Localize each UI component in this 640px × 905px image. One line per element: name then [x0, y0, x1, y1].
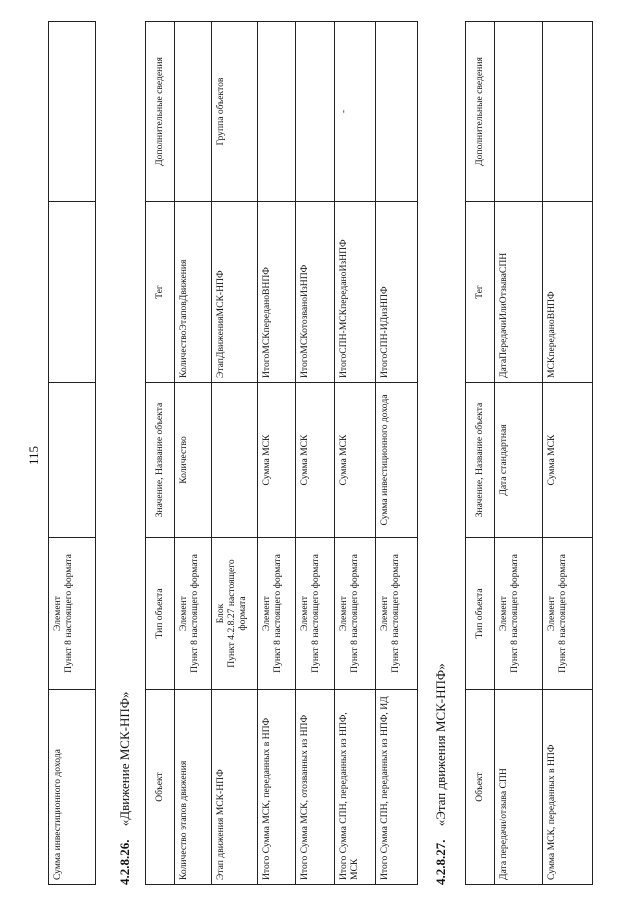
cell-object-name: Количество	[175, 383, 212, 538]
cell-object-name	[212, 383, 258, 538]
cell-object: Дата передачи/отзыва СПН	[495, 690, 543, 885]
cell-tag: КоличествоЭтаповДвижения	[175, 202, 212, 383]
section-heading-27	[433, 663, 449, 885]
cell-object: Этап движения МСК-НПФ	[212, 690, 258, 885]
cell-tag: ИтогоМСКпереданоВНПФ	[258, 202, 296, 383]
cell-object-type: Элемент Пункт 8 настоящего формата	[335, 538, 376, 690]
cell-object-type: Элемент Пункт 8 настоящего формата	[258, 538, 296, 690]
cell-object: Количество этапов движения	[175, 690, 212, 885]
cell-extra-info: Группа объектов	[212, 22, 258, 202]
table-row	[49, 22, 96, 885]
table-row	[335, 22, 376, 885]
cell-object: Итого Сумма СПН, переданных из НПФ, ИД	[376, 690, 418, 885]
cell-tag: МСКпереданоВНПФ	[543, 202, 593, 383]
table-stage	[465, 21, 593, 885]
cell-extra-info	[175, 22, 212, 202]
table-row	[175, 22, 212, 885]
cell-tag: ИтогоСПН-ИДизНПФ	[376, 202, 418, 383]
cell-tag: ЭтапДвиженияМСК-НПФ	[212, 202, 258, 383]
cell-object-type: Элемент Пункт 8 настоящего формата	[175, 538, 212, 690]
top-table	[48, 21, 96, 885]
cell-object-type: Элемент Пункт 8 настоящего формата	[296, 538, 335, 690]
table-row	[258, 22, 296, 885]
column-header: Тип объекта	[146, 538, 175, 690]
cell-extra-info	[543, 22, 593, 202]
table-row	[543, 22, 593, 885]
cell-object: Сумма МСК, переданных в НПФ	[543, 690, 593, 885]
cell-object-name: Сумма МСК	[335, 383, 376, 538]
table-movement	[145, 21, 418, 885]
cell-object: Итого Сумма СПН, переданных из НПФ, МСК	[335, 690, 376, 885]
cell-object: Итого Сумма МСК, переданных в НПФ	[258, 690, 296, 885]
table-row	[296, 22, 335, 885]
table-row	[212, 22, 258, 885]
column-header: Тип объекта	[466, 538, 495, 690]
column-header: Значение, Название объекта	[146, 383, 175, 538]
cell-tag: ИтогоМСКотозваноИзНПФ	[296, 202, 335, 383]
cell-object: Итого Сумма МСК, отозванных из НПФ	[296, 690, 335, 885]
cell-extra-info	[495, 22, 543, 202]
cell-object-name	[49, 383, 96, 538]
section-heading-26	[117, 691, 133, 885]
section-number: 4.2.8.26.	[117, 839, 132, 885]
page-number: 115	[26, 445, 41, 465]
cell-extra-info	[376, 22, 418, 202]
cell-object-type: Блок Пункт 4.2.8.27 настоящего формата	[212, 538, 258, 690]
cell-object-type: Элемент Пункт 8 настоящего формата	[543, 538, 593, 690]
cell-object-name: Сумма МСК	[296, 383, 335, 538]
cell-tag: ДатаПередачиИлиОтзываСПН	[495, 202, 543, 383]
cell-extra-info	[258, 22, 296, 202]
column-header: Объект	[466, 690, 495, 885]
cell-object-type: Элемент Пункт 8 настоящего формата	[49, 538, 96, 690]
cell-object-name: Дата стандартная	[495, 383, 543, 538]
section-number: 4.2.8.27.	[433, 839, 448, 885]
column-header: Значение, Название объекта	[466, 383, 495, 538]
cell-tag	[49, 202, 96, 383]
column-header: Дополнительные сведения	[466, 22, 495, 202]
column-header: Тег	[146, 202, 175, 383]
section-title: «Этап движения МСК-НПФ»	[433, 663, 448, 827]
cell-tag: ИтогоСПН-МСКпереданоИзНПФ	[335, 202, 376, 383]
cell-extra-info: -	[335, 22, 376, 202]
cell-object-name: Сумма МСК	[258, 383, 296, 538]
column-header: Дополнительные сведения	[146, 22, 175, 202]
cell-object: Сумма инвестиционного дохода	[49, 690, 96, 885]
column-header: Объект	[146, 690, 175, 885]
column-header: Тег	[466, 202, 495, 383]
table-row	[376, 22, 418, 885]
cell-extra-info	[296, 22, 335, 202]
cell-object-type: Элемент Пункт 8 настоящего формата	[376, 538, 418, 690]
cell-object-name: Сумма инвестиционного дохода	[376, 383, 418, 538]
cell-object-name: Сумма МСК	[543, 383, 593, 538]
cell-extra-info	[49, 22, 96, 202]
cell-object-type: Элемент Пункт 8 настоящего формата	[495, 538, 543, 690]
section-title: «Движение МСК-НПФ»	[117, 691, 132, 827]
table-row	[495, 22, 543, 885]
